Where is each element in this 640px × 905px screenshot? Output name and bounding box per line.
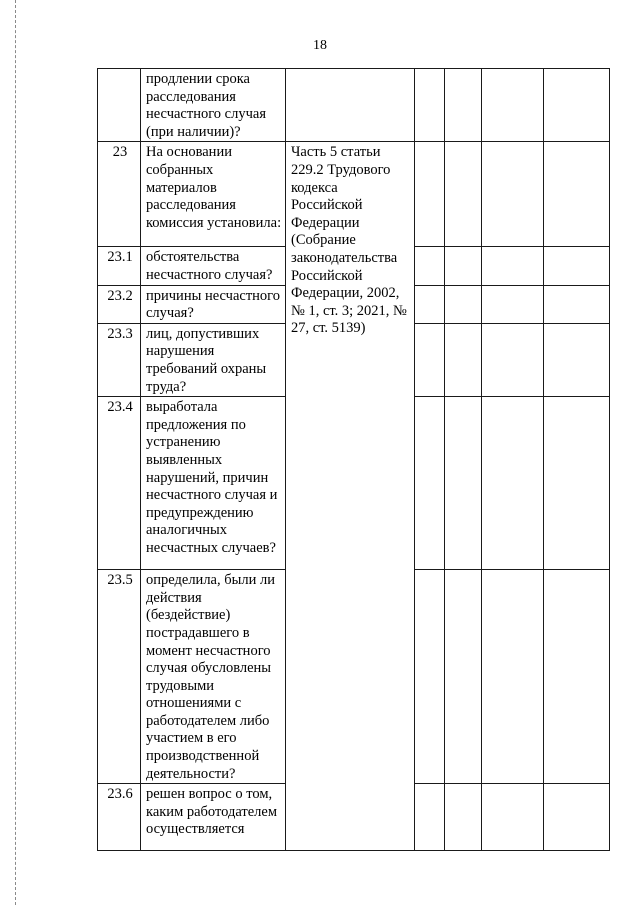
answer-cell-na[interactable] [482,784,544,851]
answer-cell-no[interactable] [445,397,482,570]
notes-cell[interactable] [544,69,610,142]
answer-cell-yes[interactable] [415,285,445,323]
item-question: обстоятельства несчастного случая? [141,247,286,285]
item-number: 23.2 [98,285,141,323]
answer-cell-na[interactable] [482,570,544,784]
page-number: 18 [313,38,327,53]
answer-cell-na[interactable] [482,285,544,323]
answer-cell-yes[interactable] [415,323,445,396]
answer-cell-yes[interactable] [415,69,445,142]
item-question: На основании собранных материалов расследования комиссия установила: [141,142,286,247]
answer-cell-yes[interactable] [415,570,445,784]
answer-cell-yes[interactable] [415,247,445,285]
answer-cell-yes[interactable] [415,397,445,570]
binding-margin-line [15,0,16,905]
answer-cell-na[interactable] [482,323,544,396]
answer-cell-no[interactable] [445,784,482,851]
answer-cell-no[interactable] [445,142,482,247]
notes-cell[interactable] [544,784,610,851]
notes-cell[interactable] [544,142,610,247]
answer-cell-no[interactable] [445,285,482,323]
legal-reference-cell [286,69,415,142]
answer-cell-yes[interactable] [415,142,445,247]
item-question: причины несчастного случая? [141,285,286,323]
answer-cell-na[interactable] [482,397,544,570]
item-number: 23.5 [98,570,141,784]
answer-cell-yes[interactable] [415,784,445,851]
answer-cell-no[interactable] [445,247,482,285]
answer-cell-na[interactable] [482,142,544,247]
notes-cell[interactable] [544,323,610,396]
item-number: 23.3 [98,323,141,396]
item-number: 23.4 [98,397,141,570]
item-question: определила, были ли действия (бездействие) пострадавшего в момент несчастного случая обусловлены трудовыми отношениями с работодателем либо участием в его производственной деятельности? [141,570,286,784]
item-number: 23.6 [98,784,141,851]
answer-cell-no[interactable] [445,323,482,396]
item-number [98,69,141,142]
answer-cell-no[interactable] [445,69,482,142]
table-row [98,142,610,247]
answer-cell-na[interactable] [482,69,544,142]
item-question: выработала предложения по устранению выявленных нарушений, причин несчастного случая и предупреждению аналогичных несчастных случаев? [141,397,286,570]
notes-cell[interactable] [544,397,610,570]
item-number: 23 [98,142,141,247]
notes-cell[interactable] [544,247,610,285]
notes-cell[interactable] [544,570,610,784]
answer-cell-na[interactable] [482,247,544,285]
answer-cell-no[interactable] [445,570,482,784]
item-question: решен вопрос о том, каким работодателем осуществляется [141,784,286,851]
checklist-table [97,68,610,851]
item-number: 23.1 [98,247,141,285]
item-question: лиц, допустивших нарушения требований охраны труда? [141,323,286,396]
notes-cell[interactable] [544,285,610,323]
table-row [98,69,610,142]
legal-reference-cell: Часть 5 статьи 229.2 Трудового кодекса Российской Федерации (Собрание законодательства Российской Федерации, 2002, № 1, ст. 3; 2021, № 27, ст. 5139) [286,142,415,851]
item-question: продлении срока расследования несчастного случая (при наличии)? [141,69,286,142]
